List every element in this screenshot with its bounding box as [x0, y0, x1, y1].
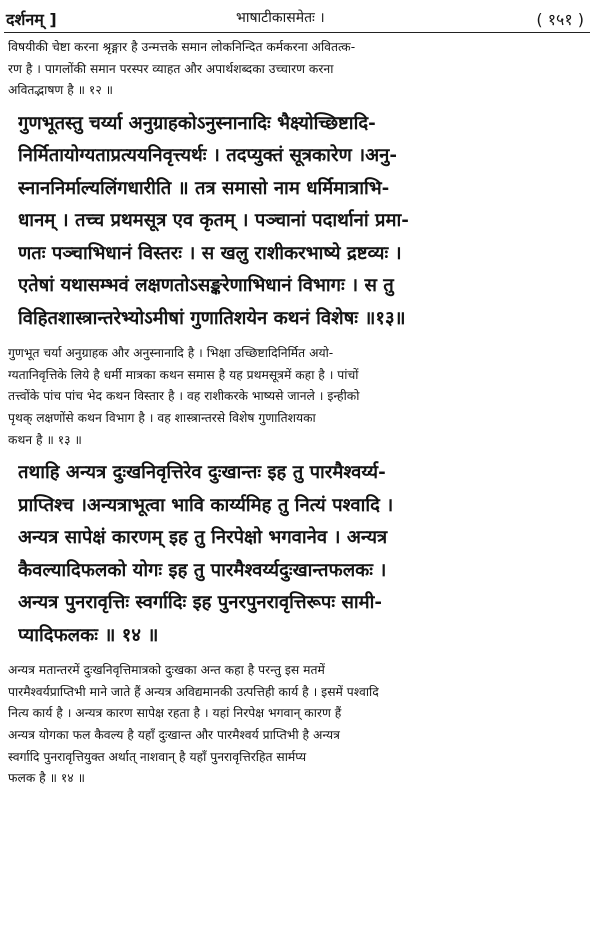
verse-line: धानम् । तच्च प्रथमसूत्र एव कृतम् । पञ्चानां पदार्थानां प्रमा-	[18, 210, 409, 232]
text-line: विषयीकी चेष्टा करना श्रृङ्गार है उन्मत्तके समान लोकनिन्दित कर्मकरना अवितत्क-	[8, 40, 356, 54]
verse-line: प्राप्तिश्च ।अन्यत्राभूत्वा भावि कार्य्यमिह तु नित्यं पश्वादि ।	[18, 494, 394, 516]
text-line: फलक है ॥ १४ ॥	[8, 771, 85, 786]
text-line: अन्यत्र योगका फल कैवल्य है यहाँ दुःखान्त और पारमैश्वर्य प्राप्तिभी है अन्यत्र	[8, 728, 340, 743]
text-line: अवितद्भाषण है ॥ १२ ॥	[8, 83, 113, 98]
verse-line: तथाहि अन्यत्र दुःखनिवृत्तिरेव दुःखान्तः इह तु पारमैश्वर्य्य-	[18, 462, 386, 484]
verse-line: अन्यत्र पुनरावृत्तिः स्वर्गादिः इह पुनरपुनरावृत्तिरूपः सामी-	[18, 592, 383, 614]
verse-line: णतः पञ्चाभिधानं विस्तरः । स खलु राशीकरभाष्ये द्रष्टव्यः ।	[18, 242, 402, 264]
text-line: तत्त्वोंके पांच पांच भेद कथन विस्तार है । वह राशीकरके भाष्यसे जानले । इन्हीको	[8, 389, 360, 404]
header-center-title: भाषाटीकासमेतः ।	[236, 10, 325, 26]
text-line: पारमैश्वर्यप्राप्तिभी माने जाते हैं अन्यत्र अविद्यमानकी उत्पत्तिही कार्य है । इसमें पश्वादि	[8, 684, 379, 699]
verse-line: एतेषां यथासम्भवं लक्षणतोऽसङ्करेणाभिधानं विभागः । स तु	[18, 275, 394, 297]
page-header	[4, 6, 590, 33]
commentary-block-13	[8, 343, 590, 451]
verse-line: कैवल्यादिफलको योगः इह तु पारमैश्वर्य्यदुःखान्तफलकः ।	[18, 559, 387, 581]
text-line: अन्यत्र मतान्तरमें दुःखनिवृत्तिमात्रको दुःखका अन्त कहा है परन्तु इस मतमें	[8, 663, 325, 678]
text-line: रण है । पागलोंकी समान परस्पर व्याहत और अपार्थशब्दका उच्चारण करना	[8, 61, 334, 76]
text-line: स्वर्गादि पुनरावृत्तियुक्त अर्थात् नाशवान् है यहाँ पुनरावृत्तिरहित सार्मप्य	[8, 749, 307, 764]
verse-line: अन्यत्र सापेक्षं कारणम् इह तु निरपेक्षो भगवानेव । अन्यत्र	[18, 527, 388, 549]
commentary-block-14	[8, 660, 590, 790]
page-number: ( १५१ )	[536, 10, 584, 29]
sanskrit-verse-13	[18, 108, 590, 336]
text-line: ग्यतानिवृत्तिके लिये है धर्मी मात्रका कथन समास है यह प्रथमसूत्रमें कहा है । पांचों	[8, 367, 359, 382]
sanskrit-verse-14	[18, 457, 590, 652]
commentary-block-12	[8, 37, 590, 102]
header-left-title: दर्शनम् ]	[6, 10, 57, 29]
text-line: पृथक् लक्षणोंसे कथन विभाग है । वह शास्त्रान्तरसे विशेष गुणातिशयका	[8, 411, 316, 426]
verse-line: निर्मितायोग्यताप्रत्ययनिवृत्त्यर्थः । तदप्युक्तं सूत्रकारेण ।अनु-	[18, 145, 398, 167]
text-line: कथन है ॥ १३ ॥	[8, 432, 82, 447]
verse-line: गुणभूतस्तु चर्य्या अनुग्राहकोऽनुस्नानादिः भैक्ष्योच्छिष्टादि-	[18, 112, 376, 134]
text-line: गुणभूत चर्या अनुग्राहक और अनुस्नानादि है । भिक्षा उच्छिष्टादिनिर्मित अयो-	[8, 346, 334, 361]
verse-line: विहितशास्त्रान्तरेभ्योऽमीषां गुणातिशयेन कथनं विशेषः ॥१३॥	[18, 307, 406, 329]
text-line: नित्य कार्य है । अन्यत्र कारण सापेक्ष रहता है । यहां निरपेक्ष भगवान् कारण हैं	[8, 706, 342, 721]
verse-line: स्नाननिर्माल्यलिंगधारीति ॥ तत्र समासो नाम धर्मिमात्राभि-	[18, 177, 390, 199]
verse-line: प्यादिफलकः ॥ १४ ॥	[18, 624, 159, 646]
